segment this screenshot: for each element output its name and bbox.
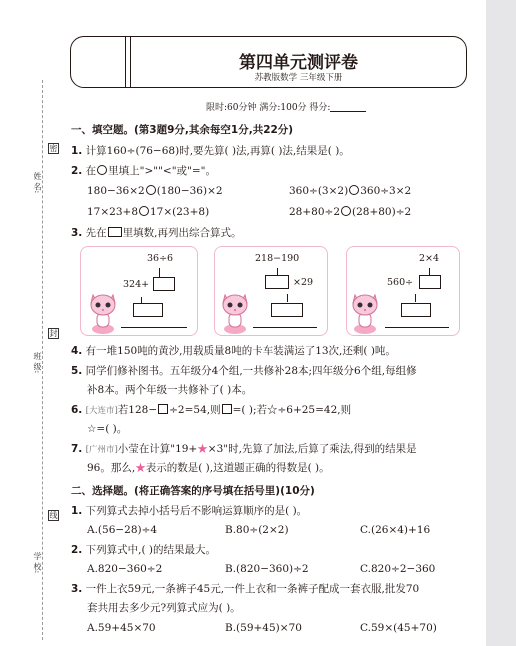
- q2-1-option-c[interactable]: C.(26×4)+16: [360, 524, 431, 536]
- right-margin-panel: [486, 0, 516, 646]
- q2-3-option-c[interactable]: C.59×(45+70): [360, 622, 437, 634]
- cat-mascot-icon: [349, 289, 381, 335]
- q2-2: 2. 下列算式中,( )的结果最大。: [71, 544, 217, 556]
- circle-blank-icon[interactable]: [341, 206, 351, 216]
- card1-top-expr: 36÷6: [147, 253, 174, 264]
- q2-3-option-b[interactable]: B.(59+45)×70: [225, 622, 302, 634]
- q1-5-line2: 补8本。两个年级一共修补了( )本。: [87, 384, 253, 396]
- q2-1-option-b[interactable]: B.80÷(2×2): [225, 524, 289, 536]
- circle-blank-icon[interactable]: [146, 185, 156, 195]
- q1-2: 2. 在 里填上">""<"或"="。: [71, 165, 217, 177]
- cat-mascot-icon: [219, 289, 251, 335]
- square-box-icon: [158, 404, 168, 414]
- q2-3-line1: 3. 一件上衣59元,一条裤子45元,一件上衣和一条裤子配成一套衣服,批发70: [71, 583, 420, 595]
- section2-heading: 二、选择题。(将正确答案的序号填在括号里)(10分): [71, 485, 315, 497]
- circle-blank-icon[interactable]: [349, 185, 359, 195]
- q1-1: 1. 计算160÷(76−68)时,要先算( )法,再算( )法,结果是( )。: [71, 145, 350, 157]
- flow-card-2: [214, 246, 328, 336]
- card2-box-1[interactable]: [265, 275, 289, 289]
- card3-top-expr: 2×4: [419, 253, 440, 264]
- card1-left-expr: 324+: [123, 279, 150, 290]
- card3-box-1[interactable]: [419, 275, 441, 289]
- class-label: 班 级:: [33, 352, 42, 374]
- q1-4: 4. 有一堆150吨的黄沙,用载质量8吨的卡车装满运了13次,还剩( )吨。: [71, 345, 396, 357]
- score-blank[interactable]: [330, 102, 366, 112]
- q1-2-r2-right: 28+80÷2 (28+80)÷2: [289, 206, 412, 218]
- q1-7-line2: 96。那么,★表示的数是( ),这道题正确的得数是( )。: [87, 462, 330, 474]
- q2-2-option-a[interactable]: A.820−360÷2: [87, 563, 163, 575]
- card2-right-expr: ×29: [293, 277, 314, 288]
- cat-mascot-icon: [87, 289, 119, 335]
- card1-box-1[interactable]: [153, 277, 175, 291]
- q2-1-option-a[interactable]: A.(56−28)÷4: [87, 524, 158, 536]
- star-icon: ★: [197, 443, 208, 455]
- q2-1: 1. 下列算式去掉小括号后不影响运算顺序的是( )。: [71, 505, 308, 517]
- q2-2-option-b[interactable]: B.(820−360)÷2: [225, 563, 309, 575]
- page-subtitle: 苏教版数学 三年级下册: [254, 73, 343, 83]
- square-box-icon: [108, 227, 122, 237]
- card3-left-expr: 560÷: [387, 277, 414, 288]
- star-icon: ★: [135, 462, 146, 474]
- seal-mark-mi: 密: [49, 144, 58, 153]
- q1-5-line1: 5. 同学们修补图书。五年级分4个组,一共修补28本;四年级分6个组,每组修: [71, 365, 417, 377]
- card2-box-2[interactable]: [271, 303, 303, 317]
- q1-3: 3. 先在 里填数,再列出综合算式。: [71, 227, 242, 239]
- card3-box-2[interactable]: [401, 303, 431, 317]
- card2-top-expr: 218−190: [255, 253, 300, 264]
- card1-box-2[interactable]: [133, 303, 163, 317]
- q1-2-r1-left: 180−36×2 (180−36)×2: [87, 185, 223, 197]
- flow-card-1: [80, 246, 198, 336]
- q1-2-r2-left: 17×23+8 17×(23+8): [87, 206, 210, 218]
- seal-mark-feng: 封: [49, 329, 58, 338]
- binding-dashed-line: [42, 80, 43, 640]
- q2-2-option-c[interactable]: C.820÷2−360: [360, 563, 436, 575]
- section1-heading: 一、填空题。(第3题9分,其余每空1分,共22分): [71, 124, 294, 136]
- q1-6-line1: 6. [大连市]若128− ÷2=54,则 =( );若☆÷6+25=42,则: [71, 404, 352, 416]
- q2-3-line2: 套共用去多少元?列算式应为( )。: [87, 602, 241, 614]
- school-label: 学 校:: [33, 552, 42, 574]
- page-title: 第四单元测评卷: [239, 53, 358, 73]
- seal-mark-xian: 线: [49, 511, 58, 520]
- name-label: 姓 名:: [33, 172, 42, 194]
- circle-blank-icon[interactable]: [139, 206, 149, 216]
- circle-blank-icon: [97, 165, 107, 175]
- q1-7-line1: 7. [广州市]小莹在计算"19+★×3"时,先算了加法,后算了乘法,得到的结果是: [71, 443, 417, 455]
- q1-2-r1-right: 360÷(3×2) 360÷3×2: [289, 185, 412, 197]
- flow-card-3: [346, 246, 460, 336]
- q1-6-line2: ☆=( )。: [87, 423, 128, 435]
- exam-meta: 限时:60分钟 满分:100分 得分:: [206, 100, 366, 113]
- square-box-icon: [222, 404, 232, 414]
- q2-3-option-a[interactable]: A.59+45×70: [87, 622, 156, 634]
